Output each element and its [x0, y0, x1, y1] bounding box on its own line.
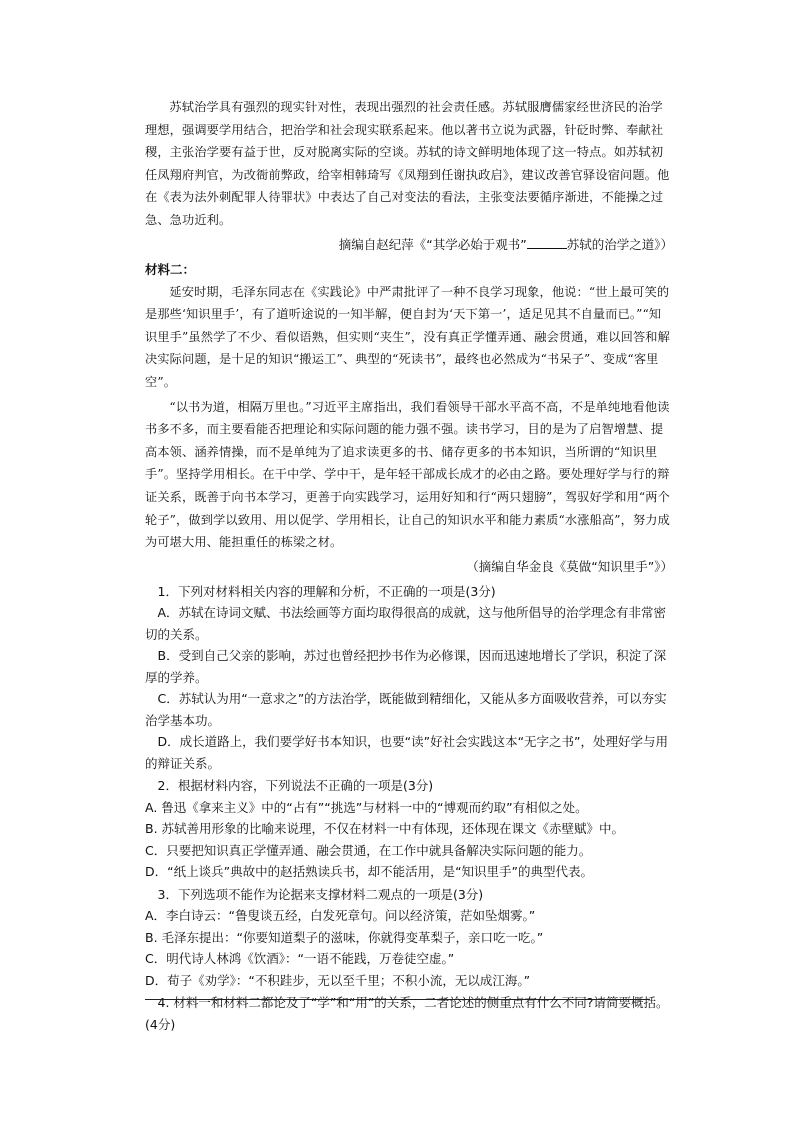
option-a: A. 鲁迅《拿来主义》中的“占有”“挑选”与材料一中的“博观而约取”有相似之处。: [145, 799, 588, 815]
question-3: [145, 884, 673, 992]
question-stem: 2．根据材料内容，下列说法不正确的一项是(3分): [157, 778, 434, 794]
option-a: A．李白诗云：“鲁叟谈五经，白发死章句。问以经济策，茫如坠烟雾。”: [145, 908, 536, 924]
option-b: B．受到自己父亲的影响，苏过也曾经把抄书作为必修课，因而迅速地增长了学识，积淀了深厚的学养。: [145, 648, 667, 685]
option-c: C．苏轼认为用“一意求之”的方法治学，既能做到精细化，又能从多方面吸收营养，可以夯实治学基本功。: [145, 691, 667, 728]
fill-blank: [527, 236, 567, 249]
option-c: C．只要把知识真正学懂弄通、融会贯通，在工作中就具备解决实际问题的能力。: [145, 842, 592, 858]
option-c: C．明代诗人林鸿《饮酒》：“一语不能践，万卷徒空虚。”: [145, 951, 455, 967]
material1-paragraph: 苏轼治学具有强烈的现实针对性，表现出强烈的社会责任感。苏轼服膺儒家经世济民的治学理想，强调要学用结合，把治学和社会现实联系起来。他以著书立说为武器，针砭时弊、奉献社稷，主张治学要有益于世，反对脱离实际的空谈。苏轼的诗文鲜明地体现了这一特点。如苏轼初任凤翔府判官，为改衙前弊政，给宰相韩琦写《凤翔到任谢执政启》，建议改善官驿设宿问题。他在《表为法外刺配罪人待罪状》中表达了自己对变法的看法，主张变法要循序渐进，不能操之过急、急功近利。: [145, 100, 670, 227]
material2-heading: 材料二：: [145, 261, 196, 277]
material2-source: （摘编自华金良《莫做“知识里手”》）: [466, 558, 673, 574]
material1-source: [145, 234, 673, 256]
answer-line[interactable]: [145, 999, 650, 1000]
option-d: D．成长道路上，我们要学好书本知识，也要“读”好社会实践这本“无字之书”，处理好学与用的辩证关系。: [145, 734, 669, 771]
material1-source-post: 苏轼的治学之道》）: [566, 236, 673, 252]
question-stem: 1．下列对材料相关内容的理解和分析，不正确的一项是(3分): [157, 583, 496, 599]
option-b: B. 毛泽东提出：“你要知道梨子的滋味，你就得变革梨子，亲口吃一吃。”: [145, 929, 544, 945]
option-a: A．苏轼在诗词文赋、书法绘画等方面均取得很高的成就，这与他所倡导的治学理念有非常密切的关系。: [145, 605, 667, 642]
reading-passage: [145, 96, 673, 1035]
question-2: [145, 775, 673, 883]
option-d: D．“纸上谈兵”典故中的赵括熟读兵书，却不能活用，是“知识里手”的典型代表。: [145, 864, 594, 880]
material2-paragraph-1: 延安时期，毛泽东同志在《实践论》中严肃批评了一种不良学习现象，他说：“世上最可笑的是那些‘知识里手’，有了道听途说的一知半解，便自封为‘天下第一’，适足见其不自量而已。”“知识里手”虽然学了不少、看似语熟，但实则“夹生”，没有真正学懂弄通、融会贯通，难以回答和解决实际问题，是十足的知识“搬运工”、典型的“死读书”，最终也必然成为“书呆子”、变成“客里空”。: [145, 284, 670, 389]
question-stem: 4. 材料一和材料二都论及了“学”和“用”的关系，二者论述的侧重点有什么不同?请简要概括。(4分): [145, 995, 669, 1032]
option-b: B. 苏轼善用形象的比喻来说理，不仅在材料一中有体现，还体现在课文《赤壁赋》中。: [145, 821, 625, 837]
material1-source-pre: 摘编自赵纪萍《“其学必始于观书”: [338, 236, 527, 252]
question-1: [145, 581, 673, 775]
option-d: D．荀子《劝学》：“不积跬步，无以至千里；不积小流，无以成江海。”: [145, 972, 531, 988]
material2-paragraph-2: “以书为道，相隔万里也。”习近平主席指出，我们看领导干部水平高不高，不是单纯地看他读书多不多，而主要看能否把理论和实际问题的能力强不强。读书学习，目的是为了启智增慧、提高本领、涵养情操，而不是单纯为了追求读更多的书、储存更多的书本知识，当所谓的“知识里手”。坚持学用相长。在干中学、学中干，是年轻干部成长成才的必由之路。要处理好学与行的辩证关系，既善于向书本学习，更善于向实践学习，运用好知和行“两只翅膀”，驾驭好学和用“两个轮子”，做到学以致用、用以促学、学用相长，让自己的知识水平和能力素质“水涨船高”，努力成为可堪大用、能担重任的栋梁之材。: [145, 399, 670, 550]
question-stem: 3．下列选项不能作为论据来支撑材料二观点的一项是(3分): [157, 886, 484, 902]
